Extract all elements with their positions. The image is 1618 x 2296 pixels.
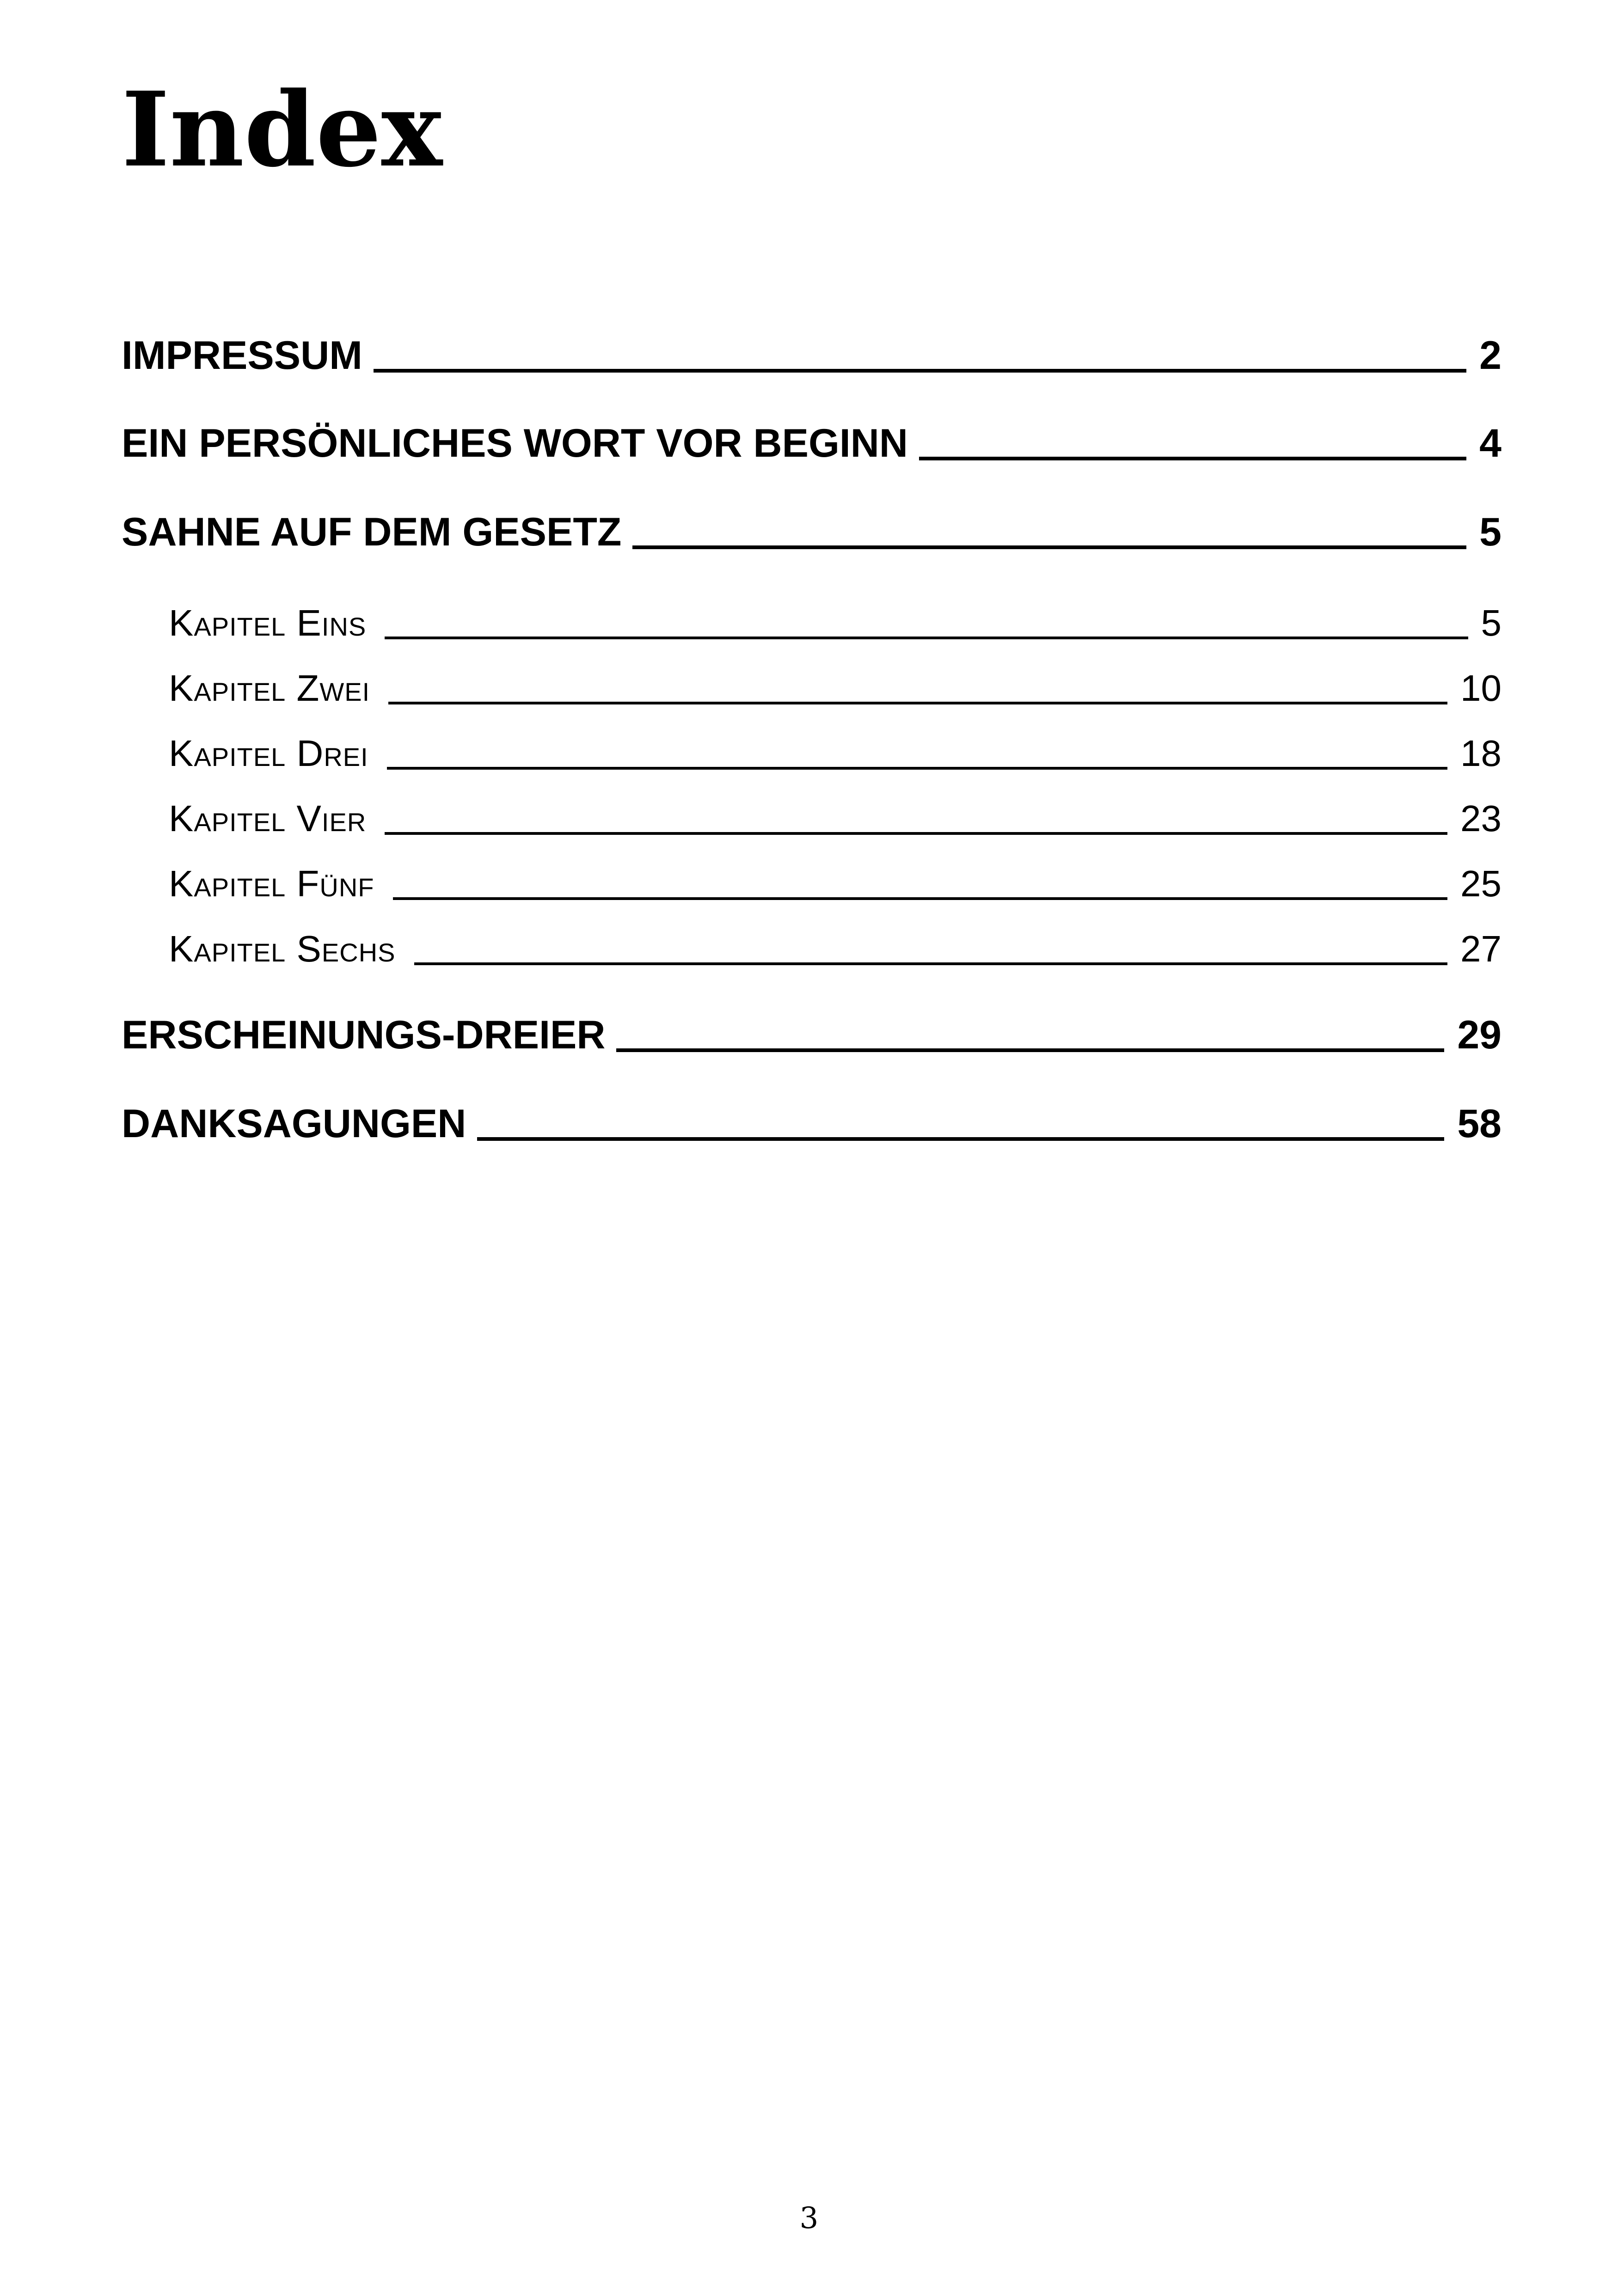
toc-entry-kapitel-sechs[interactable]: [169, 928, 1502, 974]
toc-entry-label: Kapitel Sechs: [169, 928, 396, 969]
toc-entry-page: 10: [1460, 667, 1502, 709]
toc-entry-page: 23: [1460, 798, 1502, 839]
toc-entry-danksagungen[interactable]: [122, 1101, 1502, 1152]
toc-entry-label: Kapitel Drei: [169, 733, 368, 774]
toc-entry-page: 58: [1457, 1102, 1502, 1146]
toc-leader-line: [393, 897, 1448, 900]
toc-entry-label: DANKSAGUNGEN: [122, 1102, 466, 1146]
toc-entry-kapitel-zwei[interactable]: [169, 667, 1502, 713]
toc-entry-kapitel-vier[interactable]: [169, 797, 1502, 844]
toc-entry-label: Kapitel Eins: [169, 602, 367, 643]
toc-entry-impressum[interactable]: [122, 333, 1502, 384]
toc-entry-page: 2: [1479, 333, 1502, 378]
toc-entry-page: 5: [1479, 510, 1502, 554]
toc-entry-page: 18: [1460, 733, 1502, 774]
toc-leader-line: [388, 702, 1447, 704]
toc-entry-label: EIN PERSÖNLICHES WORT VOR BEGINN: [122, 421, 908, 465]
toc-entry-page: 25: [1460, 863, 1502, 904]
toc-entry-label: Kapitel Zwei: [169, 667, 370, 709]
toc-leader-line: [477, 1137, 1444, 1141]
toc-leader-line: [919, 457, 1466, 460]
toc-leader-line: [632, 545, 1466, 549]
toc-leader-line: [385, 832, 1447, 835]
toc-entry-page: 29: [1457, 1013, 1502, 1057]
toc-leader-line: [414, 962, 1448, 965]
toc-entry-label: Kapitel Fünf: [169, 863, 374, 904]
toc-entry-page: 27: [1460, 928, 1502, 969]
toc-leader-line: [385, 637, 1468, 639]
toc-entry-persoenliches-wort[interactable]: [122, 421, 1502, 471]
toc-leader-line: [387, 767, 1447, 770]
toc-entry-label: IMPRESSUM: [122, 333, 362, 378]
toc-entry-sahne-auf-dem-gesetz[interactable]: [122, 509, 1502, 560]
toc-entry-kapitel-drei[interactable]: [169, 732, 1502, 778]
toc-entry-label: Kapitel Vier: [169, 798, 367, 839]
toc-entry-label: ERSCHEINUNGS-DREIER: [122, 1013, 606, 1057]
toc-entry-page: 5: [1481, 602, 1502, 643]
toc-leader-line: [616, 1048, 1444, 1052]
toc-leader-line: [374, 369, 1466, 373]
page-number: 3: [799, 2201, 819, 2235]
toc-entry-erscheinungs-dreier[interactable]: [122, 1012, 1502, 1063]
toc-entry-label: SAHNE AUF DEM GESETZ: [122, 510, 622, 554]
toc-entry-kapitel-eins[interactable]: [169, 602, 1502, 648]
toc-entry-kapitel-fuenf[interactable]: [169, 863, 1502, 909]
toc-entry-page: 4: [1479, 421, 1502, 465]
page-title: Index: [122, 70, 443, 190]
